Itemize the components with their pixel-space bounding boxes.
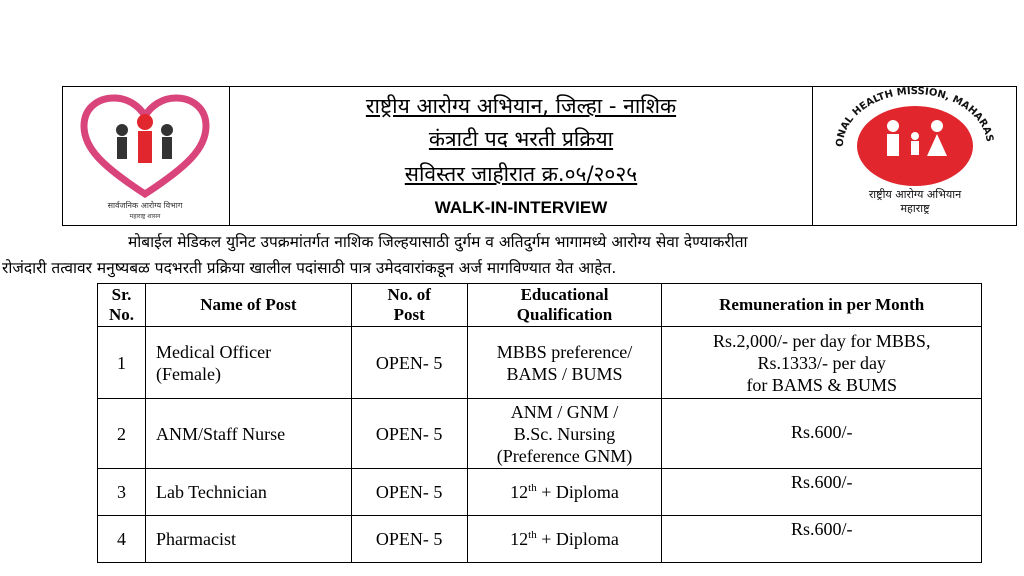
nhm-line-1: राष्ट्रीय आरोग्य अभियान [868,188,962,201]
header-no-of-post: No. of Post [351,284,467,327]
row-sr: 1 [98,327,146,399]
row-post-count: OPEN- 5 [351,399,467,469]
walk-in-interview-heading: WALK-IN-INTERVIEW [434,198,608,217]
nhm-emblem-icon [813,86,1016,224]
left-logo-sub: महाराष्ट्र शासन [129,213,161,220]
title-line-2: कंत्राटी पद भरती प्रक्रिया [428,127,614,151]
row-remuneration: Rs.600/- [662,469,982,516]
row-qualification: ANM / GNM / B.Sc. Nursing (Preference GNM) [467,399,662,469]
posts-table [97,283,982,563]
row-remuneration: Rs.2,000/- per day for MBBS, Rs.1333/- per day for BAMS & BUMS [662,327,982,399]
table-row [98,469,982,516]
nhm-ring-text: ONAL HEALTH MISSION, MAHARAS [834,86,995,148]
row-remuneration: Rs.600/- [662,399,982,469]
row-post-name: ANM/Staff Nurse [145,399,351,469]
public-health-dept-logo [62,86,230,226]
row-post-count: OPEN- 5 [351,516,467,563]
header-name-of-post: Name of Post [145,284,351,327]
row-sr: 3 [98,469,146,516]
row-post-count: OPEN- 5 [351,469,467,516]
table-row [98,399,982,469]
row-qualification: 12th + Diploma [467,516,662,563]
table-row [98,516,982,563]
row-post-count: OPEN- 5 [351,327,467,399]
nhm-logo [812,86,1017,226]
row-post-name: Pharmacist [145,516,351,563]
row-sr: 2 [98,399,146,469]
intro-line-1: मोबाईल मेडिकल युनिट उपक्रमांतर्गत नाशिक जिल्हयासाठी दुर्गम व अतिदुर्गम भागामध्ये आरोग्य सेवा देण्याकरीता [128,233,748,251]
table-row [98,327,982,399]
left-logo-caption: सार्वजनिक आरोग्य विभाग [107,201,183,210]
title-line-3: सविस्तर जाहीरात क्र.०५/२०२५ [404,162,638,186]
nhm-line-2: महाराष्ट्र [900,202,930,215]
row-qualification: 12th + Diploma [467,469,662,516]
row-post-name: Medical Officer (Female) [145,327,351,399]
row-qualification: MBBS preference/ BAMS / BUMS [467,327,662,399]
row-sr: 4 [98,516,146,563]
header-remuneration: Remuneration in per Month [662,284,982,327]
row-post-name: Lab Technician [145,469,351,516]
heart-family-icon [62,86,228,224]
table-header-row [98,284,982,327]
header-qualification: Educational Qualification [467,284,662,327]
title-line-1: राष्ट्रीय आरोग्य अभियान, जिल्हा - नाशिक [365,94,677,118]
nhm-abbr: NHM [893,165,937,184]
intro-line-2: रोजंदारी तत्वावर मनुष्यबळ पदभरती प्रक्रिया खालील पदांसाठी पात्र उमेदवारांकडून अर्ज मागविण्यात येत आहेत. [2,259,617,277]
header-sr-no: Sr. No. [98,284,146,327]
row-remuneration: Rs.600/- [662,516,982,563]
